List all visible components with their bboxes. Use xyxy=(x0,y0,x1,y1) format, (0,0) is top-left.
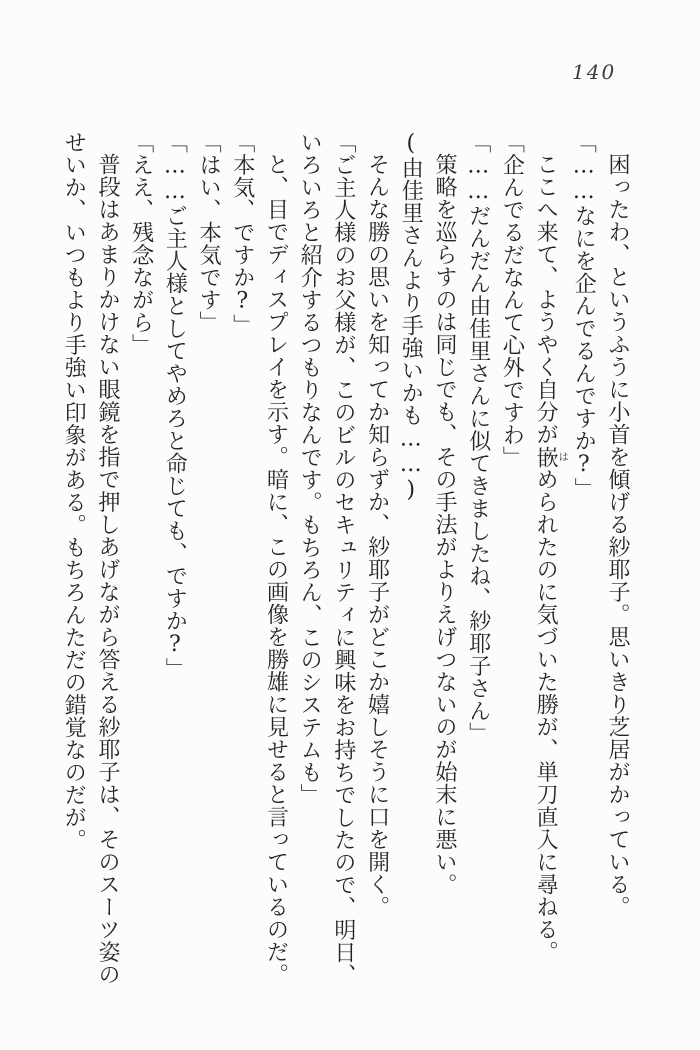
text-line-dialogue: 「……なにを企んでるんですか?」 xyxy=(571,131,597,500)
text-line: 策略を巡らすのは同じでも、その手法がよりえげつないのが始末に悪い。 xyxy=(431,153,457,896)
text-line-dialogue: 「企んでるだなんて心外ですわ」 xyxy=(499,131,525,469)
text-line-dialogue: 「本気、ですか?」 xyxy=(229,131,255,337)
vertical-text-block xyxy=(60,131,634,986)
furigana-base: 嵌 xyxy=(533,445,559,468)
text-line xyxy=(528,131,566,979)
text-line: と、目でディスプレイを示す。暗に、この画像を勝雄に見せると言っているのだ。 xyxy=(263,153,289,986)
text-line-dialogue: いろいろと紹介するつもりなんです。もちろん、このシステムも」 xyxy=(297,131,323,806)
text-line: せいか、いつもより手強い印象がある。もちろんただの錯覚なのだが。 xyxy=(61,131,87,851)
furigana-reading: は xyxy=(556,445,568,468)
text-line-dialogue: 「ええ、残念ながら」 xyxy=(128,131,154,356)
text-line: 困ったわ、というふうに小首を傾げる紗耶子。思いきり芝居がかっている。 xyxy=(605,153,630,918)
text-line-dialogue: 「ご主人様のお父様が、このビルのセキュリティに興味をお持ちでしたので、明日、 xyxy=(330,131,356,986)
text-line: そんな勝の思いを知ってか知らずか、紗耶子がどこか嬉しそうに口を開く。 xyxy=(364,153,390,918)
text-segment: ここへ来て、ようやく自分が xyxy=(533,153,559,446)
furigana-ruby xyxy=(533,445,568,469)
text-line: 普段はあまりかけない眼鏡を指で押しあげながら答える紗耶子は、そのスーツ姿の xyxy=(94,153,120,986)
text-line-dialogue: 「はい、本気です」 xyxy=(196,131,222,334)
text-line-dialogue: 「……ご主人様としてやめろと命じても、ですか?」 xyxy=(162,131,188,680)
text-line-thought: (由佳里さんより手強いかも……) xyxy=(398,131,424,503)
text-line-dialogue: 「……だんだん由佳里さんに似てきましたね、紗耶子さん」 xyxy=(465,131,491,745)
page-number: 140 xyxy=(572,60,617,84)
text-segment: められたのに気づいた勝が、単刀直入に尋ねる。 xyxy=(533,468,559,963)
